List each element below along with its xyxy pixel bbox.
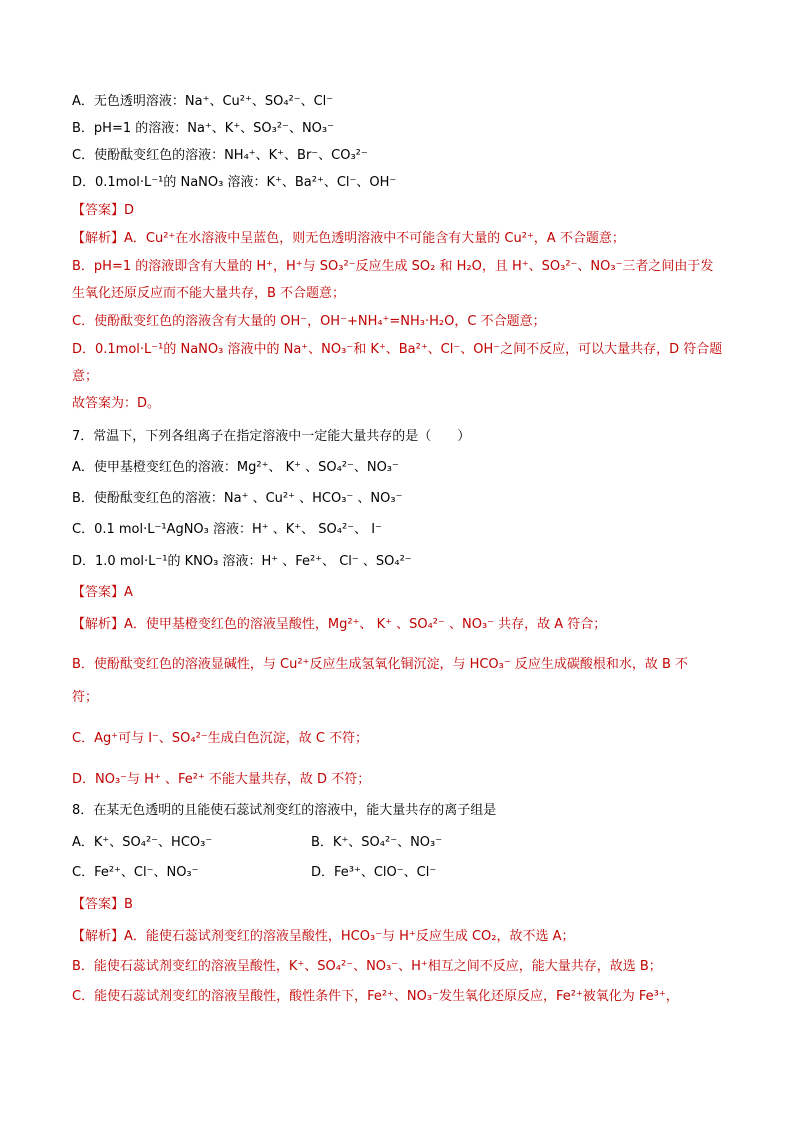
q7-analysis-b-line-1: B．使酚酞变红色的溶液显碱性，与 Cu²⁺反应生成氢氧化铜沉淀，与 HCO₃⁻ 反应生成碳酸根和水，故 B 不 bbox=[72, 657, 689, 672]
q6-analysis-line-3: 生氧化还原反应而不能大量共存，B 不合题意； bbox=[72, 286, 346, 301]
q8-option-a: A．K⁺、SO₄²⁻、HCO₃⁻ bbox=[72, 835, 213, 850]
q6-analysis-line-4: C．使酚酞变红色的溶液含有大量的 OH⁻，OH⁻+NH₄⁺=NH₃·H₂O，C 不合题意； bbox=[72, 314, 546, 329]
q8-analysis-c: C．能使石蕊试剂变红的溶液呈酸性，酸性条件下，Fe²⁺、NO₃⁻发生氧化还原反应，Fe²⁺被氧化为 Fe³⁺， bbox=[72, 989, 679, 1004]
q6-analysis-line-5: D．0.1mol·L⁻¹的 NaNO₃ 溶液中的 Na⁺、NO₃⁻和 K⁺、Ba²⁺、Cl⁻、OH⁻之间不反应，可以大量共存，D 符合题 bbox=[72, 342, 723, 357]
q6-option-d: D．0.1mol·L⁻¹的 NaNO₃ 溶液：K⁺、Ba²⁺、Cl⁻、OH⁻ bbox=[72, 175, 397, 190]
q6-option-a: A．无色透明溶液：Na⁺、Cu²⁺、SO₄²⁻、Cl⁻ bbox=[72, 94, 334, 109]
q8-option-d: D．Fe³⁺、ClO⁻、Cl⁻ bbox=[311, 865, 437, 880]
q7-answer: 【答案】A bbox=[72, 585, 133, 600]
q6-option-c: C．使酚酞变红色的溶液：NH₄⁺、K⁺、Br⁻、CO₃²⁻ bbox=[72, 148, 368, 163]
q8-analysis-a: 【解析】A．能使石蕊试剂变红的溶液呈酸性，HCO₃⁻与 H⁺反应生成 CO₂，故不选 A； bbox=[72, 929, 575, 944]
q8-analysis-b: B．能使石蕊试剂变红的溶液呈酸性，K⁺、SO₄²⁻、NO₃⁻、H⁺相互之间不反应，能大量共存，故选 B； bbox=[72, 959, 662, 974]
q7-analysis-d: D．NO₃⁻与 H⁺ 、Fe²⁺ 不能大量共存，故 D 不符； bbox=[72, 772, 371, 787]
q6-option-b: B．pH=1 的溶液：Na⁺、K⁺、SO₃²⁻、NO₃⁻ bbox=[72, 121, 334, 136]
q7-option-d: D．1.0 mol·L⁻¹的 KNO₃ 溶液：H⁺ 、Fe²⁺、 Cl⁻ 、SO₄²⁻ bbox=[72, 554, 412, 569]
q6-analysis-line-2: B．pH=1 的溶液即含有大量的 H⁺，H⁺与 SO₃²⁻反应生成 SO₂ 和 H₂O，且 H⁺、SO₃²⁻、NO₃⁻三者之间由于发 bbox=[72, 259, 714, 274]
q6-analysis-line-1: 【解析】A．Cu²⁺在水溶液中呈蓝色，则无色透明溶液中不可能含有大量的 Cu²⁺，A 不合题意； bbox=[72, 231, 625, 246]
q7-option-a: A．使甲基橙变红色的溶液：Mg²⁺、 K⁺ 、SO₄²⁻、NO₃⁻ bbox=[72, 460, 399, 475]
q7-analysis-c: C．Ag⁺可与 I⁻、SO₄²⁻生成白色沉淀，故 C 不符； bbox=[72, 731, 369, 746]
q8-option-b: B．K⁺、SO₄²⁻、NO₃⁻ bbox=[311, 835, 443, 850]
q7-option-c: C．0.1 mol·L⁻¹AgNO₃ 溶液：H⁺ 、K⁺、 SO₄²⁻、 I⁻ bbox=[72, 522, 382, 537]
q7-analysis-b-line-2: 符； bbox=[72, 690, 99, 705]
q6-analysis-line-7: 故答案为：D。 bbox=[72, 396, 161, 411]
q8-stem: 8．在某无色透明的且能使石蕊试剂变红的溶液中，能大量共存的离子组是 bbox=[72, 803, 497, 818]
q6-analysis-line-6: 意； bbox=[72, 369, 99, 384]
q8-answer: 【答案】B bbox=[72, 897, 133, 912]
q7-analysis-a: 【解析】A．使甲基橙变红色的溶液呈酸性，Mg²⁺、 K⁺ 、SO₄²⁻ 、NO₃⁻ 共存，故 A 符合； bbox=[72, 617, 607, 632]
q7-stem: 7．常温下，下列各组离子在指定溶液中一定能大量共存的是（ ） bbox=[72, 429, 471, 444]
q6-answer: 【答案】D bbox=[72, 203, 135, 218]
q8-option-c: C．Fe²⁺、Cl⁻、NO₃⁻ bbox=[72, 865, 199, 880]
q7-option-b: B．使酚酞变红色的溶液：Na⁺ 、Cu²⁺ 、HCO₃⁻ 、NO₃⁻ bbox=[72, 491, 403, 506]
